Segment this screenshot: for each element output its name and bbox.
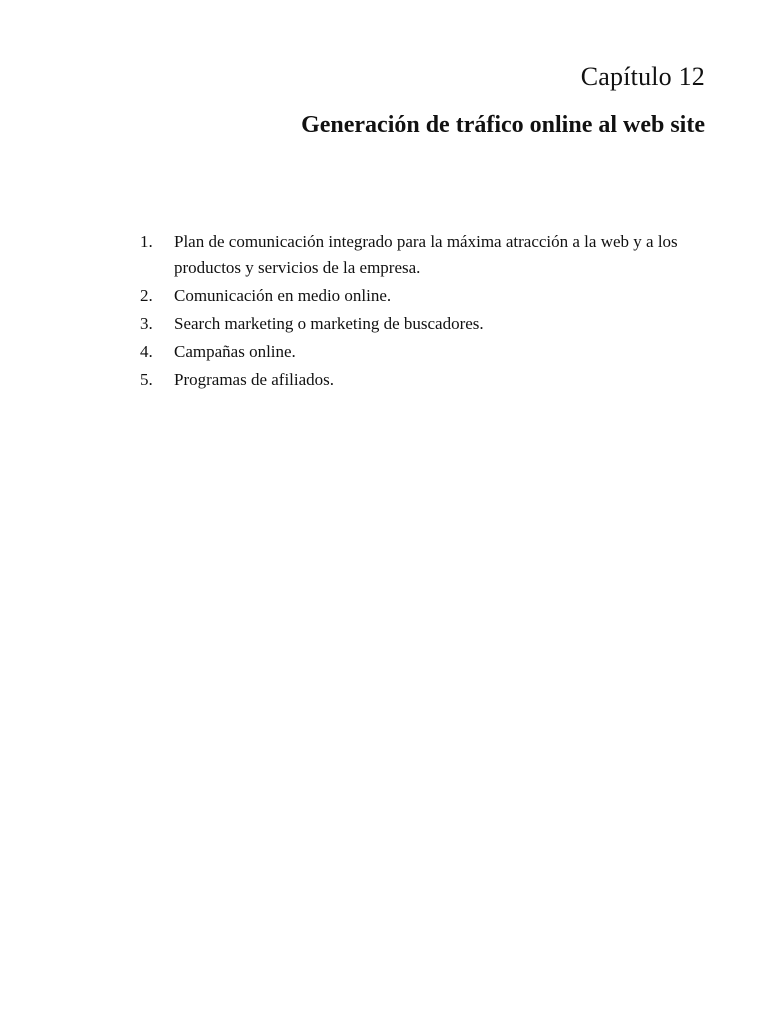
list-item bbox=[140, 367, 710, 393]
list-item bbox=[140, 283, 710, 309]
list-item-number: 3. bbox=[140, 314, 153, 333]
chapter-title: Generación de tráfico online al web site bbox=[301, 112, 705, 138]
list-item bbox=[140, 229, 710, 281]
list-item-text: Programas de afiliados. bbox=[174, 370, 335, 389]
list-item-text: Campañas online. bbox=[174, 342, 296, 361]
list-item-number: 4. bbox=[140, 342, 153, 361]
list-item-number: 2. bbox=[140, 286, 153, 305]
chapter-label: Capítulo 12 bbox=[580, 62, 705, 91]
chapter-contents-list bbox=[140, 229, 710, 395]
list-item-text: Comunicación en medio online. bbox=[174, 286, 392, 305]
list-item-number: 5. bbox=[140, 370, 153, 389]
list-item bbox=[140, 339, 710, 365]
list-item-number: 1. bbox=[140, 232, 153, 251]
list-item-text: Plan de comunicación integrado para la máxima atracción a la web y a los productos y servicios de la empresa. bbox=[174, 232, 678, 277]
list-item-text: Search marketing o marketing de buscadores. bbox=[174, 314, 484, 333]
list-item bbox=[140, 311, 710, 337]
